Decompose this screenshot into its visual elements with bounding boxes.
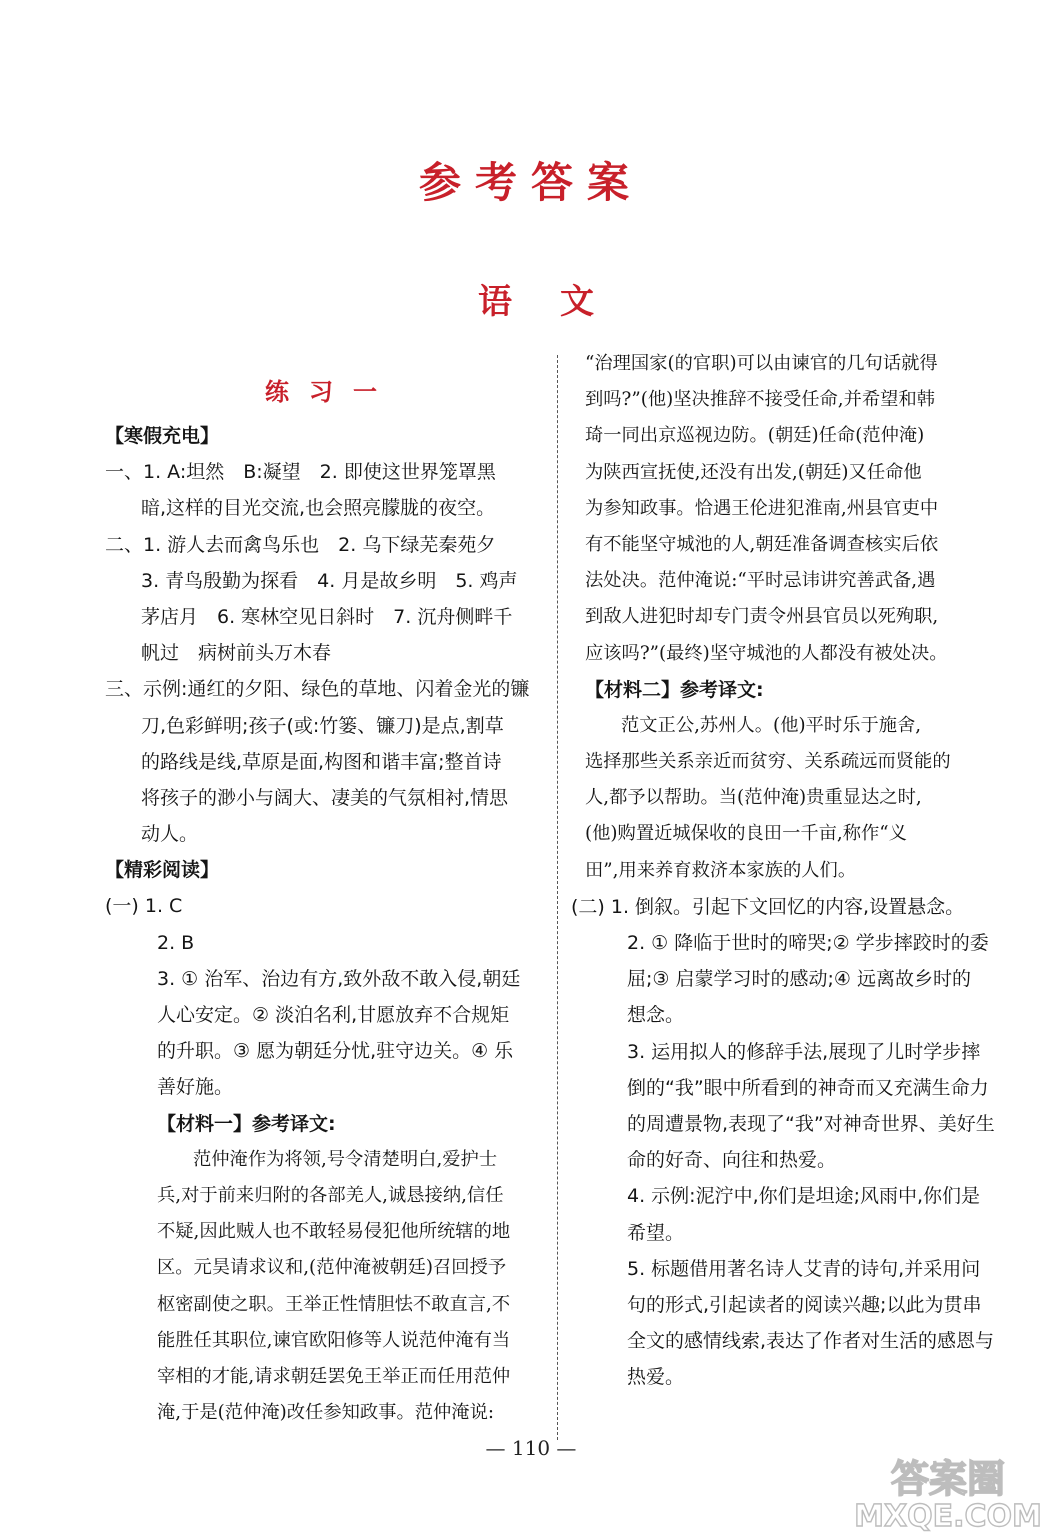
answer-line: 热爱。	[627, 1366, 685, 1389]
translation-line: 应该吗?”(最终)坚守城池的人都没有被处决。	[585, 642, 948, 664]
answer-line: 动人。	[141, 823, 199, 846]
translation-line: 范仲淹作为将领,号令清楚明白,爱护士	[193, 1148, 498, 1170]
translation-line: 法处决。范仲淹说:“平时忌讳讲究善武备,遇	[585, 570, 936, 592]
translation-line: 淹,于是(范仲淹)改任参知政事。范仲淹说:	[157, 1402, 495, 1424]
translation-line: 为参知政事。恰遇王伦进犯淮南,州县官吏中	[585, 497, 939, 519]
translation-line: 范文正公,苏州人。(他)平时乐于施舍,	[621, 714, 922, 736]
answer-line: 的路线是线,草原是面,构图和谐丰富;整首诗	[141, 750, 502, 773]
translation-line: 宰相的才能,请求朝廷罢免王举正而任用范仲	[157, 1365, 511, 1387]
answer-line: 将孩子的渺小与阔大、凄美的气氛相衬,情思	[141, 786, 509, 809]
translation-line: 到吗?”(他)坚决推辞不接受任命,并希望和韩	[585, 389, 936, 411]
translation-line: 为陕西宣抚使,还没有出发,(朝廷)又任命他	[585, 461, 922, 483]
answer-line: 3. 运用拟人的修辞手法,展现了儿时学步摔	[627, 1040, 981, 1063]
answer-line: 倒的“我”眼中所看到的神奇而又充满生命力	[627, 1076, 989, 1099]
translation-line: 能胜任其职位,谏官欧阳修等人说范仲淹有当	[157, 1329, 511, 1351]
answer-line: 5. 标题借用著名诗人艾青的诗句,并采用问	[627, 1257, 981, 1280]
watermark-text-bottom: MXQE.COM	[854, 1499, 1042, 1532]
translation-line: (他)购置近城保收的良田一千亩,称作“义	[585, 823, 907, 845]
answer-line: 茅店月 6. 寒林空见日斜时 7. 沉舟侧畔千	[141, 605, 513, 628]
page-number: — 110 —	[485, 1436, 577, 1460]
section-heading: 【精彩阅读】	[105, 859, 220, 882]
answer-line: 屈;③ 启蒙学习时的感动;④ 远离故乡时的	[627, 968, 971, 991]
answer-line: 暗,这样的目光交流,也会照亮朦胧的夜空。	[141, 497, 496, 520]
translation-line: 兵,对于前来归附的各部羌人,诚恳接纳,信任	[157, 1184, 504, 1206]
right-column	[571, 346, 1017, 1395]
main-title: 参考答案	[418, 158, 643, 207]
answer-line: 善好施。	[157, 1076, 234, 1099]
translation-line: 田”,用来养育救济本家族的人们。	[585, 859, 857, 881]
translation-line: 琦一同出京巡视边防。(朝廷)任命(范仲淹)	[585, 425, 925, 447]
answer-line: 人心安定。② 淡泊名利,甘愿放弃不合规矩	[157, 1004, 510, 1026]
answer-line: 3. 青鸟殷勤为探看 4. 月是故乡明 5. 鸡声	[141, 569, 518, 592]
subject-title: 语文	[478, 282, 642, 322]
translation-line: 有不能坚守城池的人,朝廷准备调查核实后依	[585, 533, 939, 555]
column-divider	[557, 355, 558, 1440]
answer-line: 3. ① 治军、治边有方,致外敌不敢入侵,朝廷	[157, 967, 521, 990]
exercise-title: 练习一	[265, 378, 397, 406]
answer-line: 2. ① 降临于世时的啼哭;② 学步摔跤时的委	[627, 932, 989, 954]
answer-line: 2. B	[157, 931, 195, 954]
answer-line: 一、1. A:坦然 B:凝望 2. 即使这世界笼罩黑	[105, 461, 496, 484]
translation-line: 不疑,因此贼人也不敢轻易侵犯他所统辖的地	[157, 1221, 511, 1243]
translation-line: 枢密副使之职。王举正性情胆怯不敢直言,不	[157, 1293, 511, 1315]
answer-line: (二) 1. 倒叙。引起下文回忆的内容,设置悬念。	[571, 895, 965, 918]
answer-line: 希望。	[627, 1221, 685, 1244]
answer-line: 二、1. 游人去而禽鸟乐也 2. 乌下绿芜秦苑夕	[105, 533, 496, 556]
answer-line: 的升职。③ 愿为朝廷分忧,驻守边关。④ 乐	[157, 1040, 514, 1063]
answer-line: 想念。	[627, 1004, 685, 1027]
watermark-logo	[840, 1452, 1056, 1532]
material-heading: 【材料一】参考译文:	[157, 1112, 336, 1135]
left-column	[105, 366, 537, 1431]
answer-line: 全文的感情线索,表达了作者对生活的感恩与	[627, 1330, 995, 1353]
translation-line: “治理国家(的官职)可以由谏官的几句话就得	[585, 353, 938, 374]
translation-line: 选择那些关系亲近而贫穷、关系疏远而贤能的	[585, 751, 951, 773]
translation-line: 人,都予以帮助。当(范仲淹)贵重显达之时,	[585, 787, 922, 809]
section-heading: 【寒假充电】	[105, 425, 220, 447]
translation-line: 到敌人进犯时却专门责令州县官员以死殉职,	[585, 606, 939, 628]
answer-line: (一) 1. C	[105, 895, 183, 918]
answer-line: 三、示例:通红的夕阳、绿色的草地、闪着金光的镰	[105, 678, 530, 701]
translation-line: 区。元昊请求议和,(范仲淹被朝廷)召回授予	[157, 1257, 507, 1279]
watermark-text-top: 答案圈	[890, 1457, 1006, 1501]
material-heading: 【材料二】参考译文:	[585, 678, 764, 701]
answer-line: 的周遭景物,表现了“我”对神奇世界、美好生	[627, 1112, 995, 1135]
answer-line: 帆过 病树前头万木春	[141, 642, 332, 665]
answer-line: 句的形式,引起读者的阅读兴趣;以此为贯串	[627, 1293, 982, 1316]
answer-line: 4. 示例:泥泞中,你们是坦途;风雨中,你们是	[627, 1185, 981, 1208]
answer-line: 命的好奇、向往和热爱。	[627, 1149, 837, 1172]
answer-line: 刀,色彩鲜明;孩子(或:竹篓、镰刀)是点,割草	[141, 714, 504, 737]
